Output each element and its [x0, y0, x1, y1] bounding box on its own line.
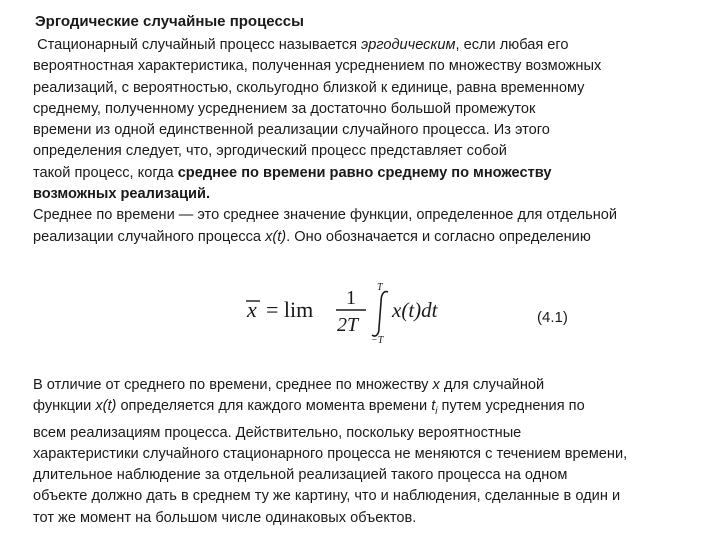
text-fragment: определяется для каждого момента времени: [116, 398, 432, 415]
text-line: тот же момент на большом числе одинаковых объектов.: [33, 509, 417, 526]
text-line: всем реализациям процесса. Действительно, поскольку вероятностные: [33, 424, 522, 441]
text-fragment: путем усреднения по: [437, 398, 585, 415]
slide-title: Эргодические случайные процессы: [35, 13, 304, 30]
variable-x: х: [432, 377, 440, 393]
text-fragment: функции: [33, 398, 96, 415]
time-variable: t: [431, 398, 436, 415]
integrand: x(t)dt: [392, 298, 438, 322]
equation-number: (4.1): [537, 309, 568, 326]
lower-limit: −T: [371, 335, 384, 344]
text-line: определения следует, что, эргодический процесс представляет собой: [33, 143, 507, 160]
upper-limit: T: [377, 282, 383, 293]
text-fragment: такой процесс, когда: [33, 164, 178, 181]
text-line: среднему, полученному усреднением за достаточно большой промежуток: [33, 100, 536, 117]
definition-paragraph: [33, 35, 713, 248]
text-fragment: реализации случайного процесса: [33, 228, 266, 245]
text-line: времени из одной единственной реализации случайного процесса. Из этого: [33, 122, 550, 139]
ensemble-average-paragraph: [33, 375, 713, 529]
function-name: x(t): [265, 228, 287, 245]
text-line: [33, 375, 713, 396]
bold-statement: среднее по времени равно среднему по множеству: [177, 164, 552, 181]
text-line: Среднее по времени — это среднее значение функции, определенное для отдельной: [33, 207, 618, 224]
text-line: [33, 35, 713, 56]
text-line: [33, 396, 713, 422]
time-average-formula: [242, 282, 482, 344]
xbar-symbol: x: [247, 297, 257, 322]
text-fragment: , если любая его: [455, 37, 569, 53]
integral-sign: [372, 292, 388, 336]
text-fragment: В отличие от среднего по времени, среднее по множеству: [33, 377, 433, 393]
fraction-denominator: 2T: [337, 314, 359, 336]
text-line: [33, 227, 713, 248]
text-fragment: Стационарный случайный процесс называется: [37, 37, 362, 53]
text-line: возможных реализаций.: [33, 186, 211, 203]
text-fragment: для случайной: [439, 377, 545, 393]
text-line: объекте должно дать в среднем ту же картину, что и наблюдения, сделанные в один и: [33, 488, 621, 505]
function-name: x(t): [95, 398, 117, 415]
text-line: характеристики случайного стационарного процесса не меняются с течением времени,: [33, 445, 628, 462]
text-line: реализаций, с вероятностью, скольугодно близкой к единице, равна временному: [33, 79, 585, 96]
text-line: вероятностная характеристика, полученная усреднением по множеству возможных: [33, 58, 602, 75]
text-fragment: . Оно обозначается и согласно определению: [286, 228, 591, 245]
limit-operator: = lim: [266, 297, 314, 322]
text-line: [33, 163, 713, 184]
term-ergodic: эргодическим: [361, 37, 456, 53]
time-subscript: i: [435, 406, 438, 418]
fraction-numerator: 1: [346, 287, 356, 309]
text-line: длительное наблюдение за отдельной реализацией такого процесса на одном: [33, 467, 568, 484]
